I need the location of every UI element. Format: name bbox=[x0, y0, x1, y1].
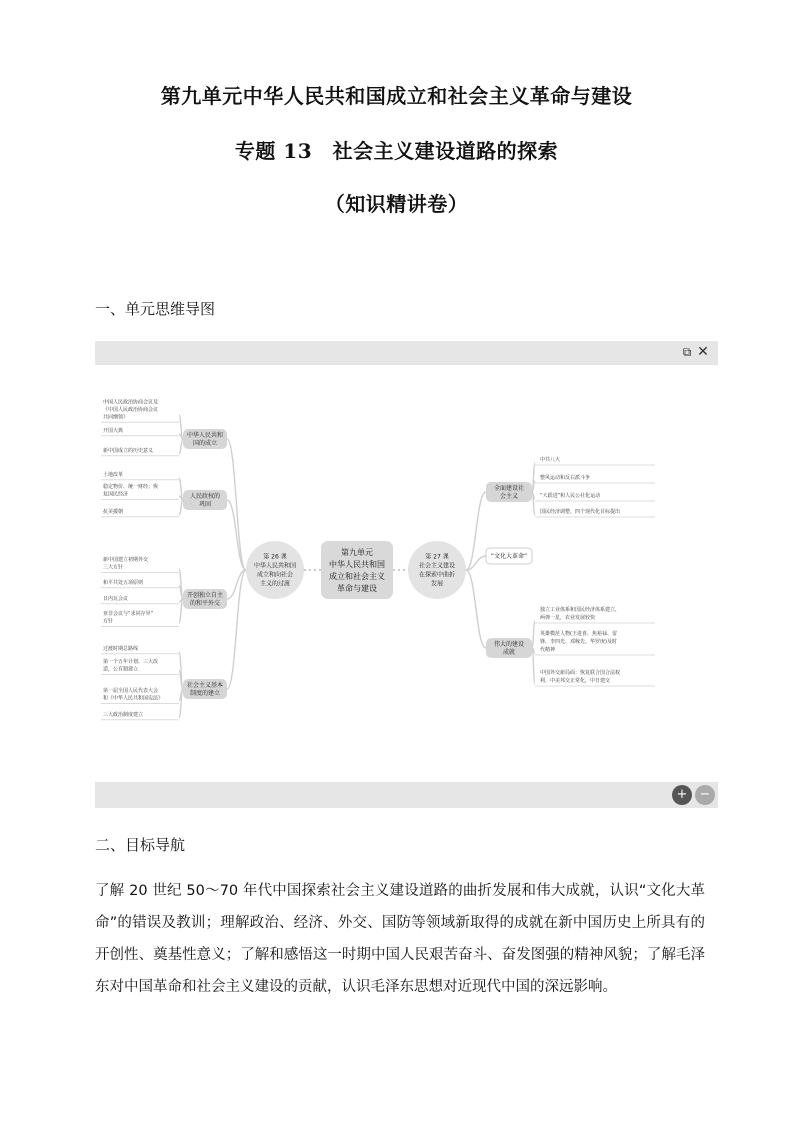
mindmap-viewer bbox=[95, 341, 718, 808]
left-hub-label: 第 26 课中华人民共和国成立和向社会主义的过渡 bbox=[253, 553, 297, 588]
right-leaf-text: 中国外交新局面：恢复联合国合法权利，中美邦交正常化，中日建交 bbox=[540, 669, 621, 684]
left-leaf-text: 日内瓦会议 bbox=[103, 595, 129, 602]
restore-window-icon[interactable]: ⧉ bbox=[682, 345, 692, 359]
left-leaf-text: 三大政治制度建立 bbox=[103, 711, 144, 718]
connector-right-branch bbox=[466, 492, 486, 570]
left-leaf-text: 稳定物价、统一财经；恢复国民经济 bbox=[103, 484, 159, 498]
unit-title: 第九单元中华人民共和国成立和社会主义革命与建设 bbox=[160, 84, 633, 108]
left-leaf-text: 开国大典 bbox=[103, 427, 124, 434]
connector-right-leaf bbox=[532, 621, 535, 648]
left-hub-node bbox=[246, 541, 304, 599]
zoom-in-icon[interactable]: + bbox=[672, 785, 692, 805]
connector-left-branch bbox=[227, 570, 246, 689]
right-leaf-text: 国民经济调整，四个现代化目标提出 bbox=[540, 508, 621, 515]
right-branch-label: 全面建设社会主义 bbox=[493, 485, 525, 501]
right-leaf-text: 独立工业体系和国民经济体系建立，两弹一星，农业发展较快 bbox=[540, 606, 621, 621]
left-leaf-text: 土地改革 bbox=[103, 471, 124, 478]
left-leaf-text: 过渡时期总路线 bbox=[103, 645, 139, 652]
center-node-label: 第九单元中华人民共和国成立和社会主义革命与建设 bbox=[329, 547, 385, 593]
right-hub-node bbox=[408, 541, 466, 599]
goal-heading: 二、目标导航 bbox=[95, 836, 186, 854]
left-leaf-text: 新中国建立初期外交三大方针 bbox=[103, 557, 149, 571]
right-leaf-text: 中共八大 bbox=[540, 456, 561, 463]
close-icon[interactable]: ✕ bbox=[697, 344, 709, 360]
mindmap-toolbar bbox=[95, 341, 718, 365]
left-branch-label: 人民政权的巩固 bbox=[189, 493, 221, 509]
right-branch-label: “文化大革命” bbox=[490, 553, 528, 561]
connector-right-branch bbox=[466, 570, 486, 648]
mindmap-diagram bbox=[95, 365, 718, 782]
left-branch-label: 开创独立自主的和平外交 bbox=[186, 592, 224, 608]
connector-left-branch bbox=[227, 439, 246, 570]
left-leaf-text: 和平共处五项原则 bbox=[103, 579, 144, 586]
left-leaf-text: 抗美援朝 bbox=[103, 508, 124, 515]
zoom-out-icon[interactable]: − bbox=[695, 785, 715, 805]
mindmap-zoom-bar bbox=[95, 782, 718, 808]
right-leaf-text: 英雄模范人物(王进喜、焦裕禄、雷锋、李四光、邓稼先、华罗庚)及时代精神 bbox=[540, 630, 617, 653]
right-leaf-text: “大跃进”和人民公社化运动 bbox=[540, 492, 601, 499]
topic-title: 专题 13 社会主义建设道路的探索 bbox=[234, 139, 559, 163]
connector-left-leaf bbox=[179, 500, 183, 515]
right-hub-label: 第 27 课社会主义建设在探索中曲折发展 bbox=[418, 553, 456, 588]
left-leaf-text: 中国人民政治协商会议及《中国人民政治协商会议共同纲领》 bbox=[103, 399, 159, 421]
left-leaf-text: 新中国成立的历史意义 bbox=[103, 447, 154, 454]
right-branch-label: 伟大的建设成就 bbox=[493, 641, 525, 657]
goal-paragraph: 了解 20 世纪 50～70 年代中国探索社会主义建设道路的曲折发展和伟大成就，认识“文化大革命”的错误及教训；理解政治、经济、外交、国防等领域新取得的成就在新中国历史上所具有的开创性、奠基性意义；了解和感悟这一时期中国人民艰苦奋斗、奋发图强的精神风貌；了解毛泽东对中国革命和社会主义建设的贡献，认识毛泽东思想对近现代中国的深远影响。 bbox=[95, 883, 705, 995]
left-branch-label: 中华人民共和国的成立 bbox=[186, 432, 224, 448]
left-branch-label: 社会主义基本制度的建立 bbox=[186, 682, 224, 698]
right-leaf-text: 整风运动和反右派斗争 bbox=[540, 474, 591, 481]
left-leaf-text: 第一届全国人民代表大会和《中华人民共和国宪法》 bbox=[103, 688, 164, 702]
subtitle: （知识精讲卷） bbox=[324, 192, 469, 216]
connector-left-leaf bbox=[179, 439, 183, 454]
left-leaf-text: 亚非会议与“求同存异”方针 bbox=[103, 611, 154, 625]
mindmap-heading: 一、单元思维导图 bbox=[95, 300, 216, 318]
left-leaf-text: 第一个五年计划、三大改造，公有制建立 bbox=[103, 659, 159, 673]
